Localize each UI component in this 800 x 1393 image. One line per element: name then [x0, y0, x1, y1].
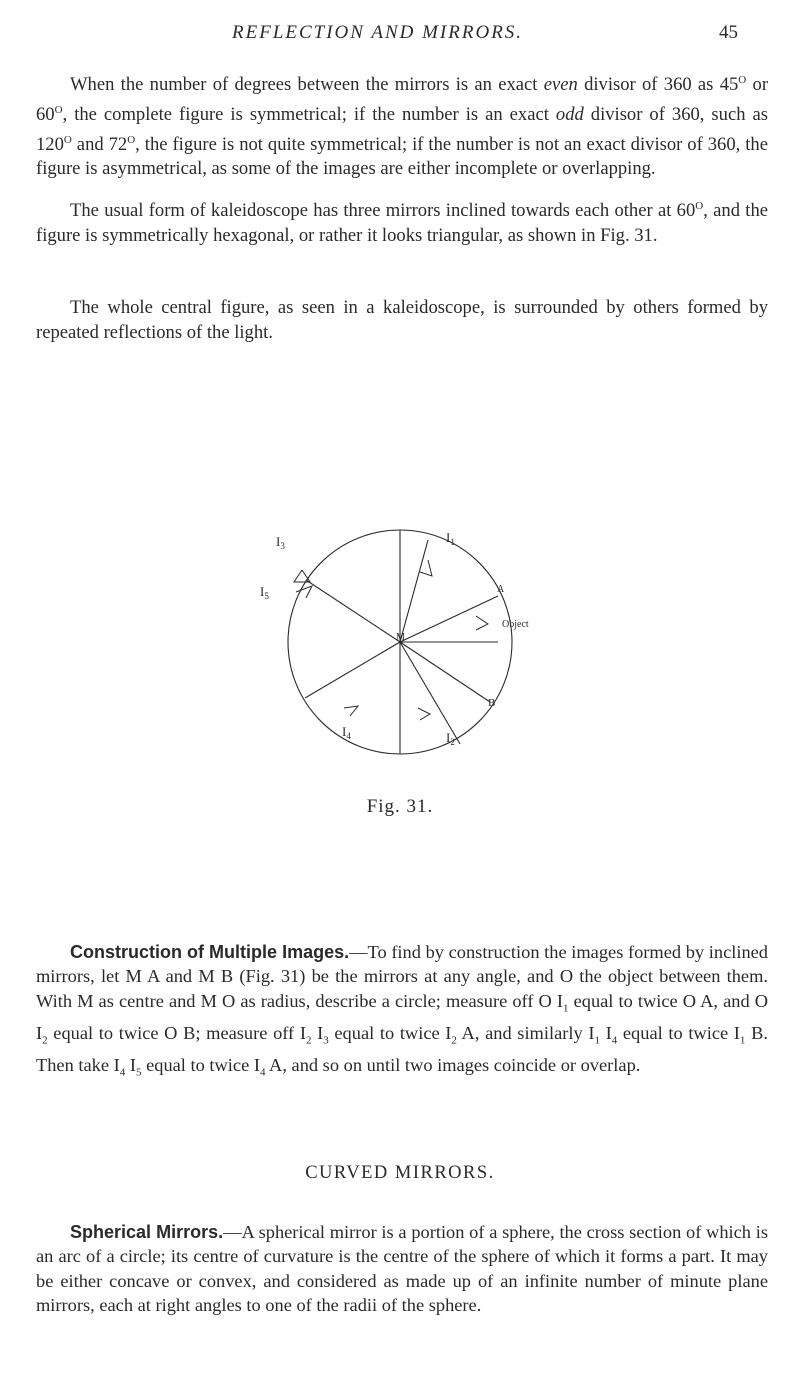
page-number: 45 — [719, 22, 738, 43]
label-A: A — [497, 584, 505, 595]
image-arrow-I5 — [296, 586, 312, 598]
text-run: —A spherical mirror is a portion of a sphere, the cross section of which is an arc of a circle; its centre of curvature is the centre of the sphere of which it forms a part. It may be either concave or convex, and considered as made up of an infinite number of minute plane mirrors, each at right angles to one of the radii of the sphere. — [36, 1222, 768, 1316]
text-run: —To find by construction the images formed by inclined mirrors, let M A and M B (Fig. 31) be the mirrors at any angle, and O the object between them. With M as centre and M O as radius, describe a circle; measure off O I — [36, 942, 768, 1011]
text-run: equal to twice O A, and O I — [36, 990, 768, 1043]
label-object: Object — [502, 619, 529, 630]
figure-caption: Fig. 31. — [366, 796, 434, 817]
text-run: The usual form of kaleidoscope has three mirrors inclined towards each other at 60 — [70, 200, 696, 222]
label-I4: $I_4$ — [342, 724, 351, 741]
image-arrow-I2 — [418, 708, 430, 720]
degree-sign: O — [54, 103, 63, 116]
section-run-in-heading: Spherical Mirrors. — [70, 1222, 224, 1242]
paragraph-construction — [36, 940, 768, 1085]
text-run: When the number of degrees between the mirrors is an exact — [70, 74, 544, 96]
label-I1: $I_1$ — [446, 530, 455, 547]
degree-sign: O — [738, 74, 747, 86]
image-arrow-I4 — [344, 706, 358, 716]
text-run: , and the figure is symmetrically hexagonal, or rather it looks triangular, as shown in Fig. 31. — [36, 200, 768, 246]
text-run: I — [599, 1022, 612, 1043]
text-run: A, and so on until two images coincide or overlap. — [265, 1054, 641, 1075]
text-run: divisor of 360, such as 120 — [36, 103, 768, 155]
text-run: equal to twice I — [617, 1022, 740, 1043]
reflected-line-lower-left — [305, 642, 400, 698]
subscript: 1 — [739, 1034, 746, 1047]
text-run: I — [311, 1022, 324, 1043]
text-run: B. Then take I — [36, 1022, 768, 1075]
label-B: B — [488, 697, 496, 709]
paragraph-symmetry — [36, 68, 768, 182]
text-run: A, and similarly I — [456, 1022, 595, 1043]
subscript: 1 — [563, 1002, 569, 1015]
paragraph-kaleidoscope — [36, 194, 768, 248]
running-head-title: REFLECTION AND MIRRORS. — [232, 22, 524, 43]
text-run: and 72 — [71, 133, 128, 155]
label-I5: $I_5$ — [260, 584, 269, 601]
text-run: equal to twice O B; measure off I — [47, 1022, 306, 1043]
section-heading-curved-mirrors: CURVED MIRRORS. — [305, 1163, 495, 1183]
subscript: 5 — [135, 1066, 142, 1079]
paragraph-spherical-mirrors — [36, 1220, 768, 1318]
text-run: or 60 — [36, 74, 769, 125]
text-run: divisor of 360 as 45 — [577, 74, 739, 96]
label-I3: $I_3$ — [276, 534, 285, 551]
reflected-line-lower — [400, 642, 460, 744]
paragraph-central-figure: The whole central figure, as seen in a kaleidoscope, is surrounded by others formed by repeated reflections of the light. — [36, 297, 768, 343]
section-run-in-heading: Construction of Multiple Images. — [70, 942, 350, 962]
text-run: , the figure is not quite symmetrical; if the number is not an exact divisor of 360, the figure is asymmetrical, as some of the images are either incomplete or overlapping. — [36, 133, 768, 180]
text-run: I — [125, 1054, 136, 1075]
kaleidoscope-diagram — [250, 500, 550, 770]
object-arrow — [476, 616, 488, 630]
label-M: M — [396, 632, 405, 643]
running-head — [0, 22, 800, 52]
mirror-MB-line — [400, 642, 490, 702]
subscript: 4 — [259, 1066, 266, 1079]
subscript: 2 — [42, 1034, 48, 1047]
emphasis-odd: odd — [555, 103, 584, 125]
reflected-line-upper-left — [306, 580, 400, 642]
subscript: 2 — [305, 1034, 312, 1047]
text-run: equal to twice I — [141, 1054, 260, 1075]
subscript: 4 — [119, 1066, 126, 1079]
text-run: , the complete figure is symmetrical; if the number is an exact — [62, 103, 556, 125]
subscript: 1 — [594, 1034, 600, 1047]
emphasis-even: even — [543, 74, 578, 96]
label-I2: $I_2$ — [446, 730, 455, 747]
mirror-MA-line — [400, 596, 498, 642]
figure-31-diagram — [250, 500, 550, 770]
image-arrow-I3 — [294, 570, 310, 582]
degree-sign: O — [63, 133, 72, 146]
subscript: 3 — [323, 1034, 329, 1047]
subscript: 2 — [451, 1034, 457, 1047]
reflected-line-upper — [400, 540, 428, 642]
degree-sign: O — [695, 200, 704, 212]
degree-sign: O — [127, 133, 136, 146]
subscript: 4 — [611, 1034, 618, 1047]
text-run: equal to twice I — [328, 1022, 452, 1043]
